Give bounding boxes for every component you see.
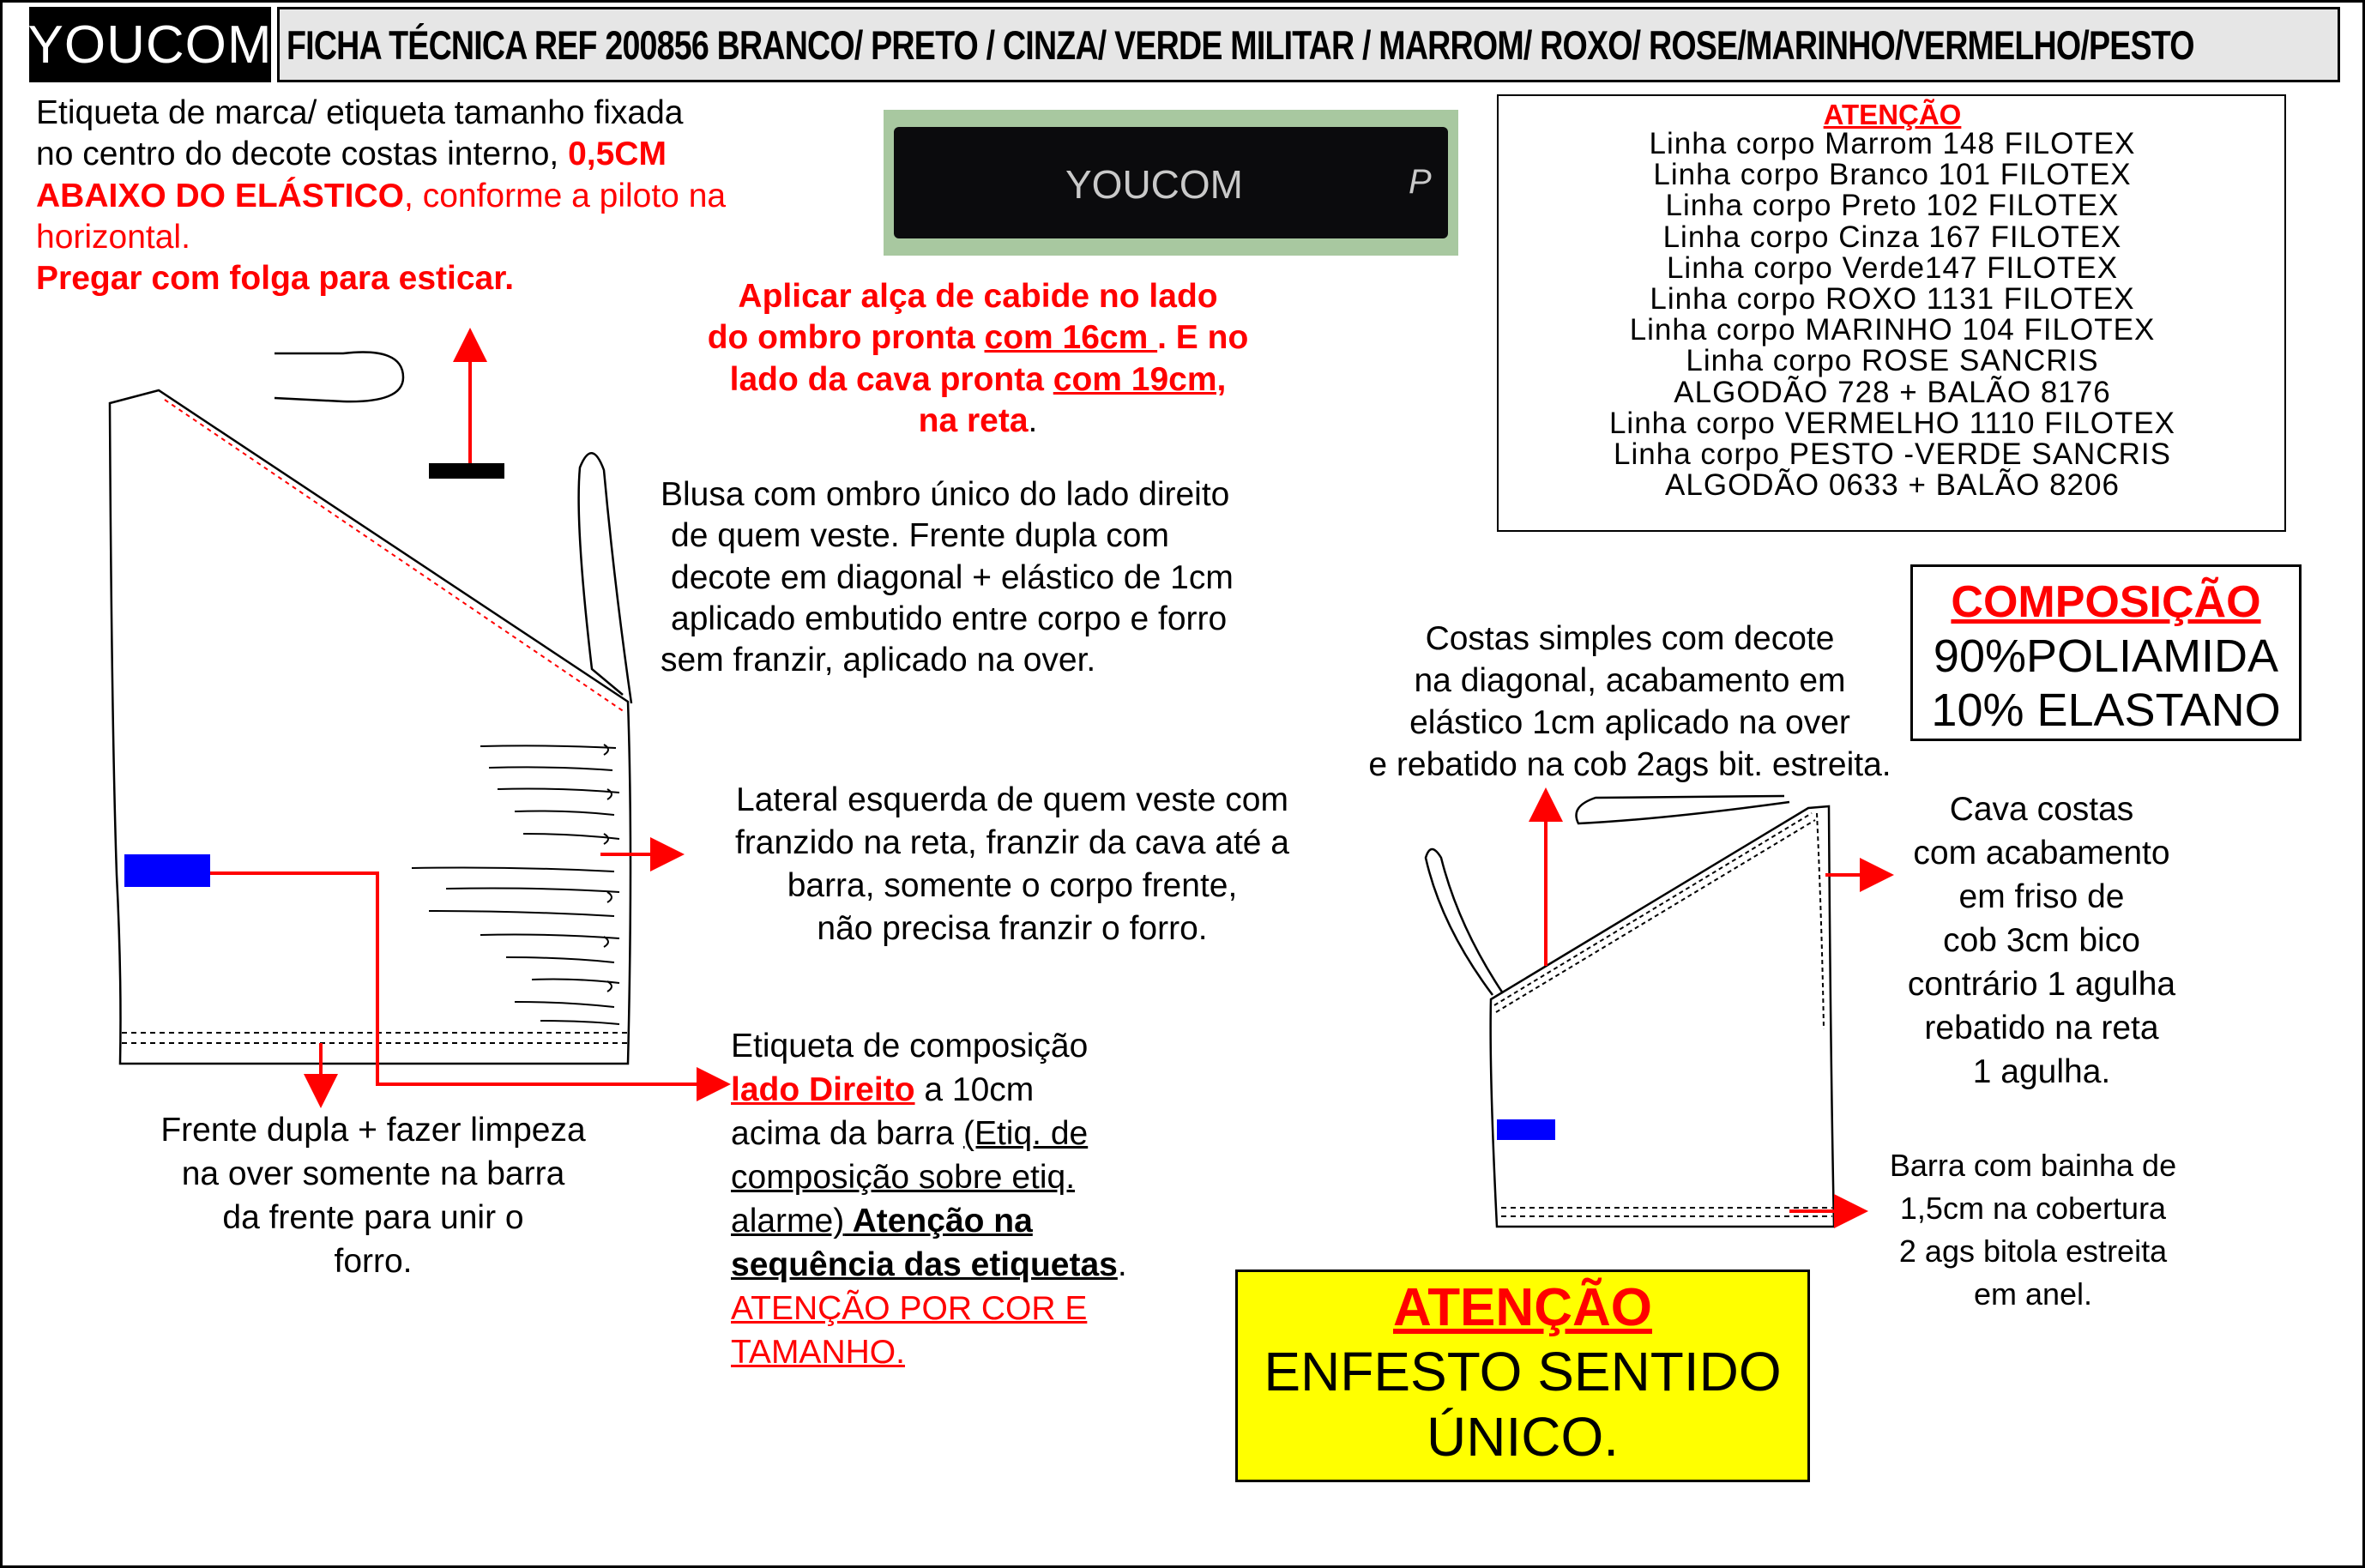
spread-warning-line-2: ÚNICO. bbox=[1427, 1406, 1619, 1468]
thread-line: Linha corpo Preto 102 FILOTEX bbox=[1665, 189, 2120, 223]
hanger-line-3: lado da cava pronta com 19cm, bbox=[729, 360, 1227, 398]
label-size-text: P bbox=[1409, 163, 1432, 201]
back-line-3: elástico 1cm aplicado na over bbox=[1409, 704, 1850, 741]
front-double-note bbox=[94, 1108, 652, 1283]
thread-line: Linha corpo Cinza 167 FILOTEX bbox=[1662, 220, 2122, 254]
brand-label-line-5: Pregar com folga para esticar. bbox=[36, 260, 515, 298]
side-line-2: franzido na reta, franzir da cava até a bbox=[734, 824, 1290, 861]
armhole-line-4: cob 3cm bico bbox=[1943, 922, 2140, 959]
spread-warning-line-1: ENFESTO SENTIDO bbox=[1264, 1341, 1782, 1402]
brand-label-line-2: no centro do decote costas interno, 0,5CM bbox=[36, 136, 667, 173]
composition-box bbox=[1910, 564, 2302, 741]
thread-line: Linha corpo PESTO -VERDE SANCRIS bbox=[1614, 437, 2171, 472]
hem-line-3: 2 ags bitola estreita bbox=[1898, 1233, 2168, 1269]
back-line-4: e rebatido na cob 2ags bit. estreita. bbox=[1368, 746, 1891, 783]
hem-line-2: 1,5cm na cobertura bbox=[1899, 1191, 2167, 1226]
thread-line: Linha corpo VERMELHO 1110 FILOTEX bbox=[1608, 406, 2176, 440]
thread-line: Linha corpo Marrom 148 FILOTEX bbox=[1649, 127, 2136, 160]
blouse-line-4: aplicado embutido entre corpo e forro bbox=[671, 600, 1228, 638]
front-line-3: da frente para unir o bbox=[222, 1199, 524, 1236]
composition-title: COMPOSIÇÃO bbox=[1951, 577, 2261, 627]
comp-label-line-6: sequência das etiquetas. bbox=[731, 1246, 1127, 1283]
comp-label-line-7: ATENÇÃO POR COR E bbox=[731, 1290, 1088, 1327]
armhole-line-7: 1 agulha. bbox=[1972, 1053, 2111, 1090]
comp-label-line-4: composição sobre etiq. bbox=[731, 1159, 1076, 1196]
brand-label-line-1: Etiqueta de marca/ etiqueta tamanho fixada bbox=[36, 94, 684, 131]
thread-attention-title: ATENÇÃO bbox=[1823, 99, 1962, 130]
back-line-2: na diagonal, acabamento em bbox=[1414, 662, 1846, 699]
hem-line-4: em anel. bbox=[1973, 1276, 2093, 1312]
sheet-title bbox=[277, 7, 2340, 82]
armhole-line-5: contrário 1 agulha bbox=[1907, 966, 2176, 1003]
thread-line: Linha corpo MARINHO 104 FILOTEX bbox=[1629, 313, 2156, 347]
woven-label bbox=[894, 127, 1448, 238]
side-line-4: não precisa franzir o forro. bbox=[817, 910, 1208, 947]
brand-logo: YOUCOM bbox=[29, 7, 271, 82]
brand-label-offset: 0,5CM bbox=[568, 136, 667, 173]
armhole-line-3: em friso de bbox=[1958, 878, 2125, 915]
comp-label-line-3: acima da barra (Etiq. de bbox=[731, 1115, 1089, 1152]
front-line-2: na over somente na barra bbox=[181, 1155, 565, 1192]
thread-line: ALGODÃO 0633 + BALÃO 8206 bbox=[1665, 468, 2120, 503]
armhole-note bbox=[1861, 787, 2222, 1094]
spread-warning-title: ATENÇÃO bbox=[1393, 1278, 1652, 1337]
brand-label-line-3: ABAIXO DO ELÁSTICO, conforme a piloto na bbox=[36, 177, 727, 214]
hanger-loop-note bbox=[652, 276, 1304, 442]
armhole-line-2: com acabamento bbox=[1913, 835, 2170, 871]
comp-label-line-5: alarme) Atenção na bbox=[731, 1203, 1033, 1239]
back-line-1: Costas simples com decote bbox=[1425, 620, 1835, 657]
sheet-title-text: FICHA TÉCNICA REF 200856 BRANCO/ PRETO / CINZA/ VERDE MILITAR / MARROM/ ROXO/ ROSE/MARINHO/VERMELHO/PESTO bbox=[287, 21, 2194, 68]
side-line-3: barra, somente o corpo frente, bbox=[787, 867, 1238, 904]
thread-line: Linha corpo Verde147 FILOTEX bbox=[1666, 250, 2119, 285]
thread-line: ALGODÃO 728 + BALÃO 8176 bbox=[1674, 375, 2111, 409]
composition-line-1: 90%POLIAMIDA bbox=[1933, 630, 2279, 682]
thread-line: Linha corpo ROSE SANCRIS bbox=[1686, 344, 2099, 378]
brand-label-line-4: horizontal. bbox=[36, 219, 190, 256]
comp-label-line-8: TAMANHO. bbox=[731, 1334, 905, 1371]
hanger-line-4: na reta. bbox=[918, 402, 1038, 440]
thread-attention-box bbox=[1497, 94, 2286, 532]
front-line-4: forro. bbox=[334, 1243, 413, 1280]
hem-line-1: Barra com bainha de bbox=[1889, 1148, 2177, 1183]
back-description bbox=[1321, 618, 1939, 786]
hanger-line-1: Aplicar alça de cabide no lado bbox=[738, 278, 1218, 315]
armhole-line-6: rebatido na reta bbox=[1924, 1010, 2159, 1046]
blouse-line-3: decote em diagonal + elástico de 1cm bbox=[671, 558, 1234, 596]
comp-label-line-2: lado Direito a 10cm bbox=[731, 1071, 1035, 1108]
thread-line: Linha corpo ROXO 1131 FILOTEX bbox=[1650, 282, 2135, 317]
spread-warning-box bbox=[1235, 1269, 1810, 1482]
brand-label-note bbox=[36, 93, 877, 300]
label-brand-text: YOUCOM bbox=[1065, 162, 1243, 207]
blouse-line-2: de quem veste. Frente dupla com bbox=[671, 517, 1169, 555]
composition-label-note bbox=[731, 1024, 1246, 1374]
armhole-line-1: Cava costas bbox=[1949, 791, 2134, 828]
thread-list bbox=[1499, 129, 2286, 501]
hanger-line-2: do ombro pronta com 16cm . E no bbox=[707, 319, 1249, 357]
blouse-description bbox=[661, 474, 1398, 682]
side-line-1: Lateral esquerda de quem veste com bbox=[736, 781, 1288, 818]
brand-label-photo bbox=[884, 110, 1458, 256]
blouse-line-5: sem franzir, aplicado na over. bbox=[661, 642, 1096, 679]
side-gather-note bbox=[661, 779, 1364, 950]
hem-note bbox=[1844, 1144, 2222, 1316]
thread-line: Linha corpo Branco 101 FILOTEX bbox=[1653, 158, 2132, 192]
comp-label-line-1: Etiqueta de composição bbox=[731, 1028, 1089, 1064]
composition-line-2: 10% ELASTANO bbox=[1931, 684, 2281, 736]
front-line-1: Frente dupla + fazer limpeza bbox=[160, 1112, 586, 1149]
blouse-line-1: Blusa com ombro único do lado direito bbox=[661, 476, 1230, 513]
